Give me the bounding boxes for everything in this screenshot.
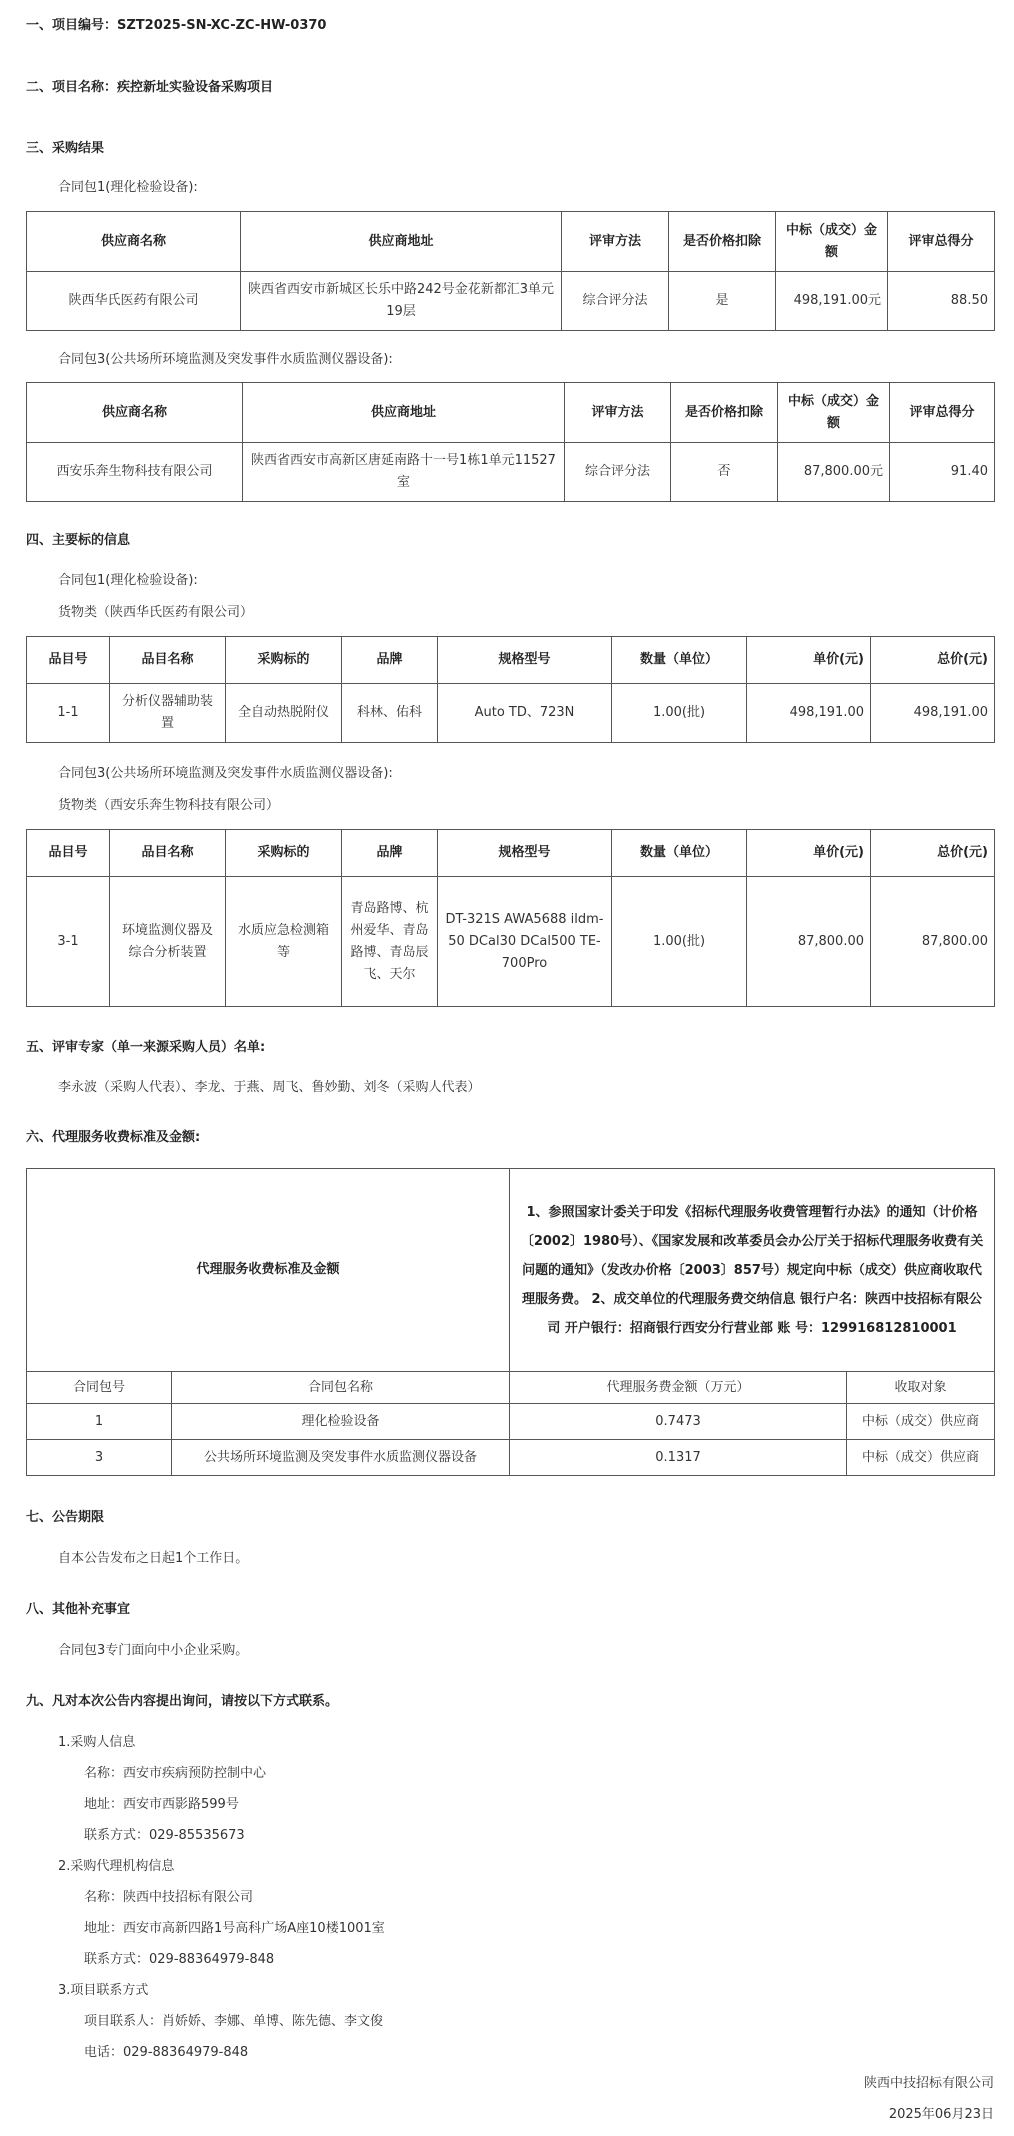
agency-heading: 2.采购代理机构信息: [58, 1859, 175, 1874]
header-item-no: 品目号: [27, 637, 110, 684]
price-deduct: 否: [671, 443, 778, 502]
header-target: 采购标的: [226, 830, 342, 877]
header-amount: 中标（成交）金额: [776, 212, 888, 272]
goods-category-3: 货物类（西安乐奔生物科技有限公司）: [58, 798, 280, 813]
header-deduct: 是否价格扣除: [669, 212, 776, 272]
section-extra-heading: 八、其他补充事宜: [26, 1602, 131, 1617]
header-address: 供应商地址: [243, 383, 565, 443]
package3-label: 合同包3(公共场所环境监测及突发事件水质监测仪器设备):: [58, 352, 393, 367]
header-supplier: 供应商名称: [27, 212, 241, 272]
item-unit-price: 498,191.00: [747, 684, 871, 743]
agency-phone: 联系方式：029-88364979-848: [84, 1952, 275, 1967]
package1-label: 合同包1(理化检验设备):: [58, 180, 198, 195]
section-contact-heading: 九、凡对本次公告内容提出询问，请按以下方式联系。: [26, 1694, 339, 1709]
item-model: DT-321S AWA5688 ildm-50 DCal30 DCal500 TE-700Pro: [438, 877, 612, 1007]
header-unit-price: 单价(元): [747, 830, 871, 877]
project-contacts: 项目联系人：肖娇娇、李娜、单博、陈先德、李文俊: [84, 2014, 384, 2029]
price-deduct: 是: [669, 272, 776, 331]
purchaser-name: 名称：西安市疾病预防控制中心: [84, 1766, 267, 1781]
purchaser-heading: 1.采购人信息: [58, 1735, 136, 1750]
header-model: 规格型号: [438, 637, 612, 684]
total-score: 91.40: [890, 443, 995, 502]
header-score: 评审总得分: [888, 212, 995, 272]
header-amount: 中标（成交）金额: [778, 383, 890, 443]
fee-package-name: 公共场所环境监测及突发事件水质监测仪器设备: [172, 1440, 510, 1476]
extra-note: 合同包3专门面向中小企业采购。: [58, 1643, 249, 1658]
notice-period: 自本公告发布之日起1个工作日。: [58, 1551, 249, 1566]
items-table-1: [26, 636, 995, 743]
item-model: Auto TD、723N: [438, 684, 612, 743]
header-brand: 品牌: [342, 637, 438, 684]
fee-amount: 0.7473: [510, 1404, 847, 1440]
item-qty: 1.00(批): [612, 877, 747, 1007]
section-experts-heading: 五、评审专家（单一来源采购人员）名单:: [26, 1040, 266, 1055]
supplier-name: 西安乐奔生物科技有限公司: [27, 443, 243, 502]
purchaser-address: 地址：西安市西影路599号: [84, 1797, 239, 1812]
item-brand: 科林、佑科: [342, 684, 438, 743]
header-total-price: 总价(元): [871, 637, 995, 684]
header-score: 评审总得分: [890, 383, 995, 443]
result-table-1: [26, 211, 995, 331]
header-fee-target: 收取对象: [847, 1372, 995, 1404]
item-total-price: 87,800.00: [871, 877, 995, 1007]
goods-category-1: 货物类（陕西华氏医药有限公司）: [58, 605, 254, 620]
header-model: 规格型号: [438, 830, 612, 877]
fee-table: [26, 1168, 995, 1476]
project-contact-heading: 3.项目联系方式: [58, 1983, 149, 1998]
items-table-3: [26, 829, 995, 1007]
header-method: 评审方法: [562, 212, 669, 272]
purchaser-phone: 联系方式：029-85535673: [84, 1828, 245, 1843]
expert-list: 李永波（采购人代表）、李龙、于燕、周飞、鲁妙勤、刘冬（采购人代表）: [58, 1080, 481, 1095]
project-phone: 电话：029-88364979-848: [84, 2045, 249, 2060]
fee-target: 中标（成交）供应商: [847, 1404, 995, 1440]
header-item-name: 品目名称: [110, 637, 226, 684]
total-score: 88.50: [888, 272, 995, 331]
supplier-address: 陕西省西安市高新区唐延南路十一号1栋1单元11527室: [243, 443, 565, 502]
header-fee-amount: 代理服务费金额（万元）: [510, 1372, 847, 1404]
table-row: [27, 1440, 995, 1476]
signature-org: 陕西中技招标有限公司: [863, 2076, 994, 2091]
header-item-name: 品目名称: [110, 830, 226, 877]
item-no: 3-1: [27, 877, 110, 1007]
supplier-address: 陕西省西安市新城区长乐中路242号金花新都汇3单元19层: [241, 272, 562, 331]
supplier-name: 陕西华氏医药有限公司: [27, 272, 241, 331]
table-row: [27, 1404, 995, 1440]
review-method: 综合评分法: [562, 272, 669, 331]
signature-date: 2025年06月23日: [888, 2107, 994, 2122]
item-total-price: 498,191.00: [871, 684, 995, 743]
header-method: 评审方法: [565, 383, 671, 443]
header-supplier: 供应商名称: [27, 383, 243, 443]
item-qty: 1.00(批): [612, 684, 747, 743]
bid-amount: 87,800.00元: [778, 443, 890, 502]
agency-name: 名称：陕西中技招标有限公司: [84, 1890, 254, 1905]
header-target: 采购标的: [226, 637, 342, 684]
section-period-heading: 七、公告期限: [26, 1510, 105, 1525]
header-unit-price: 单价(元): [747, 637, 871, 684]
header-total-price: 总价(元): [871, 830, 995, 877]
header-deduct: 是否价格扣除: [671, 383, 778, 443]
section-result-heading: 三、采购结果: [26, 141, 105, 156]
fee-amount: 0.1317: [510, 1440, 847, 1476]
items-package1-label: 合同包1(理化检验设备):: [58, 573, 198, 588]
agency-address: 地址：西安市高新四路1号高科广场A座10楼1001室: [84, 1921, 385, 1936]
review-method: 综合评分法: [565, 443, 671, 502]
header-address: 供应商地址: [241, 212, 562, 272]
header-qty: 数量（单位）: [612, 637, 747, 684]
item-unit-price: 87,800.00: [747, 877, 871, 1007]
project-name: 二、项目名称：疾控新址实验设备采购项目: [26, 80, 274, 95]
fee-standard-title: 代理服务收费标准及金额: [27, 1169, 510, 1372]
result-table-3: [26, 382, 995, 502]
bid-amount: 498,191.00元: [776, 272, 888, 331]
item-target: 全自动热脱附仪: [226, 684, 342, 743]
item-target: 水质应急检测箱等: [226, 877, 342, 1007]
section-items-heading: 四、主要标的信息: [26, 533, 131, 548]
items-package3-label: 合同包3(公共场所环境监测及突发事件水质监测仪器设备):: [58, 766, 393, 781]
fee-package-name: 理化检验设备: [172, 1404, 510, 1440]
header-qty: 数量（单位）: [612, 830, 747, 877]
header-item-no: 品目号: [27, 830, 110, 877]
fee-target: 中标（成交）供应商: [847, 1440, 995, 1476]
item-name: 环境监测仪器及综合分析装置: [110, 877, 226, 1007]
fee-standard-desc: 1、参照国家计委关于印发《招标代理服务收费管理暂行办法》的通知（计价格〔2002〕1980号）、《国家发展和改革委员会办公厅关于招标代理服务收费有关问题的通知》（发改办价格〔2003〕857号）规定向中标（成交）供应商收取代理服务费。 2、成交单位的代理服务费交纳信息 银行户名：陕西中技招标有限公司 开户银行：招商银行西安分行营业部 账 号：129916812810001: [510, 1169, 995, 1372]
header-brand: 品牌: [342, 830, 438, 877]
fee-package-no: 1: [27, 1404, 172, 1440]
project-number: 一、项目编号：SZT2025-SN-XC-ZC-HW-0370: [26, 18, 327, 33]
item-no: 1-1: [27, 684, 110, 743]
item-brand: 青岛路博、杭州爱华、青岛路博、青岛辰飞、天尔: [342, 877, 438, 1007]
header-package-name: 合同包名称: [172, 1372, 510, 1404]
fee-package-no: 3: [27, 1440, 172, 1476]
header-package-no: 合同包号: [27, 1372, 172, 1404]
section-fee-heading: 六、代理服务收费标准及金额:: [26, 1130, 201, 1145]
item-name: 分析仪器辅助装置: [110, 684, 226, 743]
